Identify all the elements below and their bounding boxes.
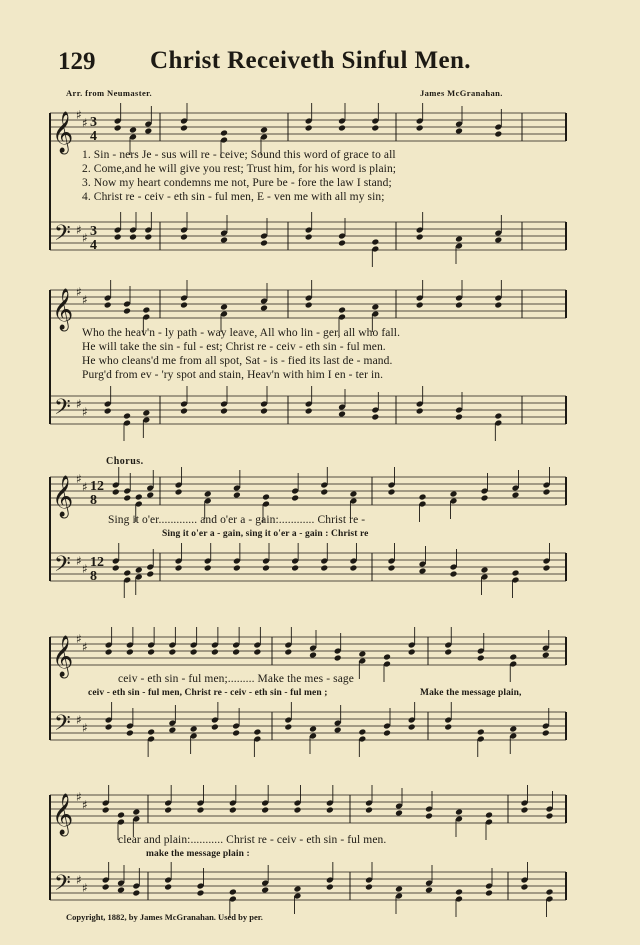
verse-system-1-treble-note-icon (260, 127, 268, 134)
verse-system-1-bass-note-icon (416, 234, 424, 241)
sharp-icon: ♯ (82, 293, 88, 307)
verse-system-2-treble-note-icon (142, 307, 150, 314)
verse-system-2-treble-note-icon (220, 304, 228, 311)
bass-clef-icon: 𝄢 (54, 221, 71, 251)
verse-system-2-treble-note-icon (338, 307, 346, 314)
verse-3-line-2: He who cleans'd me from all spot, Sat - is - fied its last de - mand. (82, 355, 393, 367)
verse-system-2-bass-note-icon (104, 408, 112, 415)
verse-system-2-treble-note-icon (180, 302, 188, 309)
chorus-system-2-bass-note-icon (477, 729, 485, 736)
chorus-system-3-bass-note-icon (425, 887, 433, 894)
verse-4-line-2: Purg'd from ev - 'ry spot and stain, Heav'n with him I en - ter in. (82, 369, 384, 381)
chorus-system-2-bass-note-icon (232, 730, 240, 737)
chorus-system-3-treble-note-icon (395, 810, 403, 817)
time-signature: 3 (90, 115, 97, 130)
sharp-icon: ♯ (76, 397, 82, 411)
chorus-system-3-bass-note-icon (455, 889, 463, 896)
sharp-icon: ♯ (76, 713, 82, 727)
sharp-icon: ♯ (82, 721, 88, 735)
chorus-system-1-bass-note-icon (320, 565, 328, 572)
sharp-icon: ♯ (82, 881, 88, 895)
chorus-system-2-treble-note-icon (211, 649, 219, 656)
verse-system-1-treble-note-icon (144, 128, 152, 135)
chorus-system-2-bass-note-icon (408, 724, 416, 731)
chorus-line-3-bass: make the message plain : (146, 849, 250, 859)
chorus-system-1-treble-note-icon (262, 494, 270, 501)
chorus-system-1-bass-note-icon (135, 567, 143, 574)
sharp-icon: ♯ (76, 632, 82, 646)
chorus-system-2-treble-note-icon (168, 649, 176, 656)
chorus-system-2-bass-note-icon (358, 729, 366, 736)
chorus-system-1-treble-note-icon (419, 494, 427, 501)
chorus-system-1-bass-note-icon (388, 565, 396, 572)
verse-system-1-bass-note-icon (220, 237, 228, 244)
bass-clef-icon: 𝄢 (54, 711, 71, 741)
verse-system-1-bass-note-icon (180, 234, 188, 241)
chorus-system-3-bass-note-icon (485, 890, 493, 897)
chorus-system-3-treble-note-icon (485, 812, 493, 819)
verse-system-2-treble-note-icon (260, 305, 268, 312)
sharp-icon: ♯ (82, 116, 88, 130)
chorus-line-2-melody: ceiv - eth sin - ful men;......... Make the mes - sage (118, 673, 354, 685)
verse-system-2-bass-note-icon (260, 408, 268, 415)
verse-system-1-treble-note-icon (455, 128, 463, 135)
chorus-system-2-bass-note-icon (253, 729, 261, 736)
treble-clef-icon: 𝄞 (52, 476, 74, 517)
bass-clef-icon: 𝄢 (54, 552, 71, 582)
chorus-system-3-bass-note-icon (102, 884, 110, 891)
sharp-icon: ♯ (76, 223, 82, 237)
chorus-system-1-treble-note-icon (349, 491, 357, 498)
verse-system-1-treble-note-icon (220, 130, 228, 137)
verse-system-2-bass-note-icon (338, 411, 346, 418)
chorus-system-1-treble-note-icon (123, 495, 131, 502)
chorus-system-1-treble-note-icon (204, 491, 212, 498)
chorus-system-2-treble-note-icon (358, 651, 366, 658)
chorus-system-3-treble-note-icon (197, 807, 205, 814)
verse-system-1-bass-note-icon (129, 234, 137, 241)
treble-clef-icon: 𝄞 (52, 289, 74, 330)
bass-clef-icon: 𝄢 (54, 871, 71, 901)
chorus-system-2-bass-note-icon (509, 726, 517, 733)
verse-system-1-bass-note-icon (455, 236, 463, 243)
chorus-system-2-bass-note-icon (444, 724, 452, 731)
verse-system-2-bass-note-icon (416, 408, 424, 415)
chorus-system-3-treble-note-icon (229, 807, 237, 814)
verse-system-2-treble-note-icon (455, 302, 463, 309)
time-signature: 4 (90, 129, 97, 144)
chorus-system-2-bass-note-icon (105, 724, 113, 731)
chorus-system-3-treble-note-icon (102, 807, 110, 814)
sharp-icon: ♯ (82, 480, 88, 494)
sharp-icon: ♯ (76, 873, 82, 887)
verse-system-1-treble-note-icon (180, 125, 188, 132)
chorus-system-1-bass-note-icon (204, 565, 212, 572)
chorus-system-3-treble-note-icon (521, 807, 529, 814)
time-signature: 12 (90, 555, 104, 570)
chorus-system-1-bass-note-icon (175, 565, 183, 572)
verse-system-2-treble-note-icon (123, 308, 131, 315)
chorus-system-1-bass-note-icon (112, 565, 120, 572)
bass-clef-icon: 𝄢 (54, 395, 71, 425)
chorus-system-2-treble-note-icon (477, 655, 485, 662)
chorus-system-3-bass-note-icon (365, 884, 373, 891)
chorus-system-3-treble-note-icon (294, 807, 302, 814)
chorus-system-1-treble-note-icon (135, 494, 143, 501)
sharp-icon: ♯ (76, 554, 82, 568)
chorus-system-3-treble-note-icon (546, 813, 554, 820)
chorus-system-3-bass-note-icon (326, 884, 334, 891)
verse-system-1-bass-note-icon (144, 234, 152, 241)
chorus-system-2-treble-note-icon (147, 649, 155, 656)
sharp-icon: ♯ (76, 790, 82, 804)
sharp-icon: ♯ (82, 231, 88, 245)
verse-system-2-treble-note-icon (494, 302, 502, 309)
verse-2-line-2: He will take the sin - ful - est; Christ re - ceiv - eth sin - ful men. (82, 341, 386, 353)
chorus-system-3-bass-note-icon (117, 887, 125, 894)
verse-system-1-treble-note-icon (416, 125, 424, 132)
chorus-system-1-bass-note-icon (233, 565, 241, 572)
sharp-icon: ♯ (82, 798, 88, 812)
time-signature: 8 (90, 569, 97, 584)
chorus-system-2-bass-note-icon (542, 730, 550, 737)
chorus-system-1-bass-note-icon (481, 567, 489, 574)
chorus-system-1-bass-note-icon (291, 565, 299, 572)
chorus-system-1-treble-note-icon (112, 489, 120, 496)
chorus-line-1-bass: Sing it o'er a - gain, sing it o'er a - gain : Christ re (162, 529, 369, 539)
verse-1-line-1: 1. Sin - ners Je - sus will re - ceive; Sound this word of grace to all (82, 149, 396, 161)
verse-2-line-1: 2. Come,and he will give you rest; Trust him, for his word is plain; (82, 163, 397, 175)
verse-system-2-treble-note-icon (104, 302, 112, 309)
verse-system-1-treble-note-icon (338, 125, 346, 132)
verse-system-2-bass-note-icon (371, 414, 379, 421)
chorus-system-1-treble-note-icon (146, 492, 154, 499)
chorus-system-1-treble-note-icon (388, 489, 396, 496)
sharp-icon: ♯ (82, 562, 88, 576)
chorus-system-1-treble-note-icon (543, 489, 551, 496)
chorus-system-2-bass-note-icon (211, 724, 219, 731)
chorus-system-2-treble-note-icon (383, 654, 391, 661)
chorus-system-2-treble-note-icon (444, 649, 452, 656)
chorus-label: Chorus. (106, 456, 144, 467)
time-signature: 4 (90, 238, 97, 253)
chorus-system-3-treble-note-icon (117, 812, 125, 819)
copyright-notice: Copyright, 1882, by James McGranahan. Used by per. (66, 912, 263, 922)
verse-system-1-treble-note-icon (371, 125, 379, 132)
verse-system-2-bass-note-icon (455, 414, 463, 421)
chorus-system-1-treble-note-icon (175, 489, 183, 496)
time-signature: 8 (90, 493, 97, 508)
verse-system-1-treble-note-icon (114, 125, 122, 132)
chorus-system-1-bass-note-icon (262, 565, 270, 572)
chorus-system-3-treble-note-icon (425, 813, 433, 820)
chorus-system-2-bass-note-icon (309, 726, 317, 733)
verse-system-1-bass-note-icon (338, 240, 346, 247)
chorus-system-3-bass-note-icon (164, 884, 172, 891)
chorus-system-2-treble-note-icon (190, 649, 198, 656)
chorus-system-3-bass-note-icon (132, 890, 140, 897)
chorus-system-1-treble-note-icon (481, 495, 489, 502)
chorus-system-2-bass-note-icon (190, 726, 198, 733)
chorus-line-3-melody: clear and plain:........... Christ re - ceiv - eth sin - ful men. (118, 834, 387, 846)
chorus-system-3-bass-note-icon (261, 887, 269, 894)
chorus-system-3-bass-note-icon (229, 889, 237, 896)
verse-system-1-treble-note-icon (305, 125, 313, 132)
chorus-system-1-bass-note-icon (123, 570, 131, 577)
chorus-system-3-treble-note-icon (261, 807, 269, 814)
chorus-system-2-bass-note-icon (168, 727, 176, 734)
verse-system-1-bass-note-icon (305, 234, 313, 241)
time-signature: 12 (90, 479, 104, 494)
chorus-system-2-bass-note-icon (383, 730, 391, 737)
sharp-icon: ♯ (76, 108, 82, 122)
chorus-system-1-treble-note-icon (233, 492, 241, 499)
chorus-system-3-bass-note-icon (197, 890, 205, 897)
verse-3-line-1: 3. Now my heart condemns me not, Pure be - fore the law I stand; (82, 177, 392, 189)
chorus-system-1-bass-note-icon (349, 565, 357, 572)
chorus-system-2-bass-note-icon (147, 729, 155, 736)
verse-1-line-2: Who the heav'n - ly path - way leave, All who lin - ger, all who fall. (82, 327, 401, 339)
chorus-system-3-treble-note-icon (365, 807, 373, 814)
verse-system-1-bass-note-icon (114, 234, 122, 241)
chorus-system-1-treble-note-icon (450, 491, 458, 498)
verse-system-1-bass-note-icon (260, 240, 268, 247)
chorus-system-3-bass-note-icon (521, 884, 529, 891)
verse-system-1-treble-note-icon (494, 131, 502, 138)
verse-system-2-bass-note-icon (123, 413, 131, 420)
chorus-system-2-bass-note-icon (284, 724, 292, 731)
arranger-credit: Arr. from Neumaster. (66, 88, 153, 98)
verse-system-2-treble-note-icon (416, 302, 424, 309)
chorus-system-2-treble-note-icon (542, 652, 550, 659)
chorus-system-2-treble-note-icon (509, 654, 517, 661)
verse-system-2-bass-note-icon (180, 408, 188, 415)
chorus-system-2-treble-note-icon (309, 652, 317, 659)
chorus-system-3-treble-note-icon (132, 809, 140, 816)
verse-system-2-bass-note-icon (142, 410, 150, 417)
chorus-system-2-treble-note-icon (408, 649, 416, 656)
hymn-title: Christ Receiveth Sinful Men. (150, 47, 471, 74)
time-signature: 3 (90, 224, 97, 239)
verse-system-1-treble-note-icon (129, 127, 137, 134)
chorus-system-2-treble-note-icon (126, 649, 134, 656)
sharp-icon: ♯ (82, 405, 88, 419)
verse-system-2-bass-note-icon (220, 408, 228, 415)
verse-system-2-treble-note-icon (305, 302, 313, 309)
chorus-system-3-bass-note-icon (395, 886, 403, 893)
chorus-system-2-treble-note-icon (253, 649, 261, 656)
treble-clef-icon: 𝄞 (52, 112, 74, 153)
chorus-system-1-bass-note-icon (543, 565, 551, 572)
chorus-system-2-bass-note-icon (126, 730, 134, 737)
sharp-icon: ♯ (82, 640, 88, 654)
verse-system-2-treble-note-icon (371, 304, 379, 311)
hymn-number: 129 (58, 48, 96, 75)
chorus-system-2-bass-note-icon (334, 727, 342, 734)
verse-system-2-bass-note-icon (494, 413, 502, 420)
sharp-icon: ♯ (76, 285, 82, 299)
treble-clef-icon: 𝄞 (52, 794, 74, 835)
chorus-system-1-treble-note-icon (291, 495, 299, 502)
chorus-line-2-bass-a: ceiv - eth sin - ful men, Christ re - ceiv - eth sin - ful men ; (88, 688, 328, 698)
chorus-system-2-treble-note-icon (334, 655, 342, 662)
chorus-system-1-bass-note-icon (146, 571, 154, 578)
chorus-line-2-bass-b: Make the message plain, (420, 688, 522, 698)
chorus-system-3-treble-note-icon (164, 807, 172, 814)
chorus-system-2-treble-note-icon (232, 649, 240, 656)
chorus-system-3-treble-note-icon (455, 809, 463, 816)
chorus-system-1-treble-note-icon (512, 492, 520, 499)
chorus-line-1-melody: Sing it o'er............. and o'er a - gain:............ Christ re - (108, 514, 366, 526)
verse-system-1-bass-note-icon (494, 237, 502, 244)
chorus-system-3-treble-note-icon (326, 807, 334, 814)
chorus-system-3-bass-note-icon (546, 889, 554, 896)
sharp-icon: ♯ (76, 472, 82, 486)
chorus-system-1-bass-note-icon (512, 570, 520, 577)
chorus-system-1-treble-note-icon (320, 489, 328, 496)
chorus-system-2-treble-note-icon (284, 649, 292, 656)
treble-clef-icon: 𝄞 (52, 636, 74, 677)
chorus-system-2-treble-note-icon (105, 649, 113, 656)
chorus-system-1-bass-note-icon (450, 571, 458, 578)
verse-system-1-bass-note-icon (371, 239, 379, 246)
chorus-system-3-bass-note-icon (294, 886, 302, 893)
verse-system-2-bass-note-icon (305, 408, 313, 415)
composer-credit: James McGranahan. (420, 88, 503, 98)
chorus-system-1-bass-note-icon (419, 568, 427, 575)
verse-4-line-1: 4. Christ re - ceiv - eth sin - ful men, E - ven me with all my sin; (82, 191, 385, 203)
